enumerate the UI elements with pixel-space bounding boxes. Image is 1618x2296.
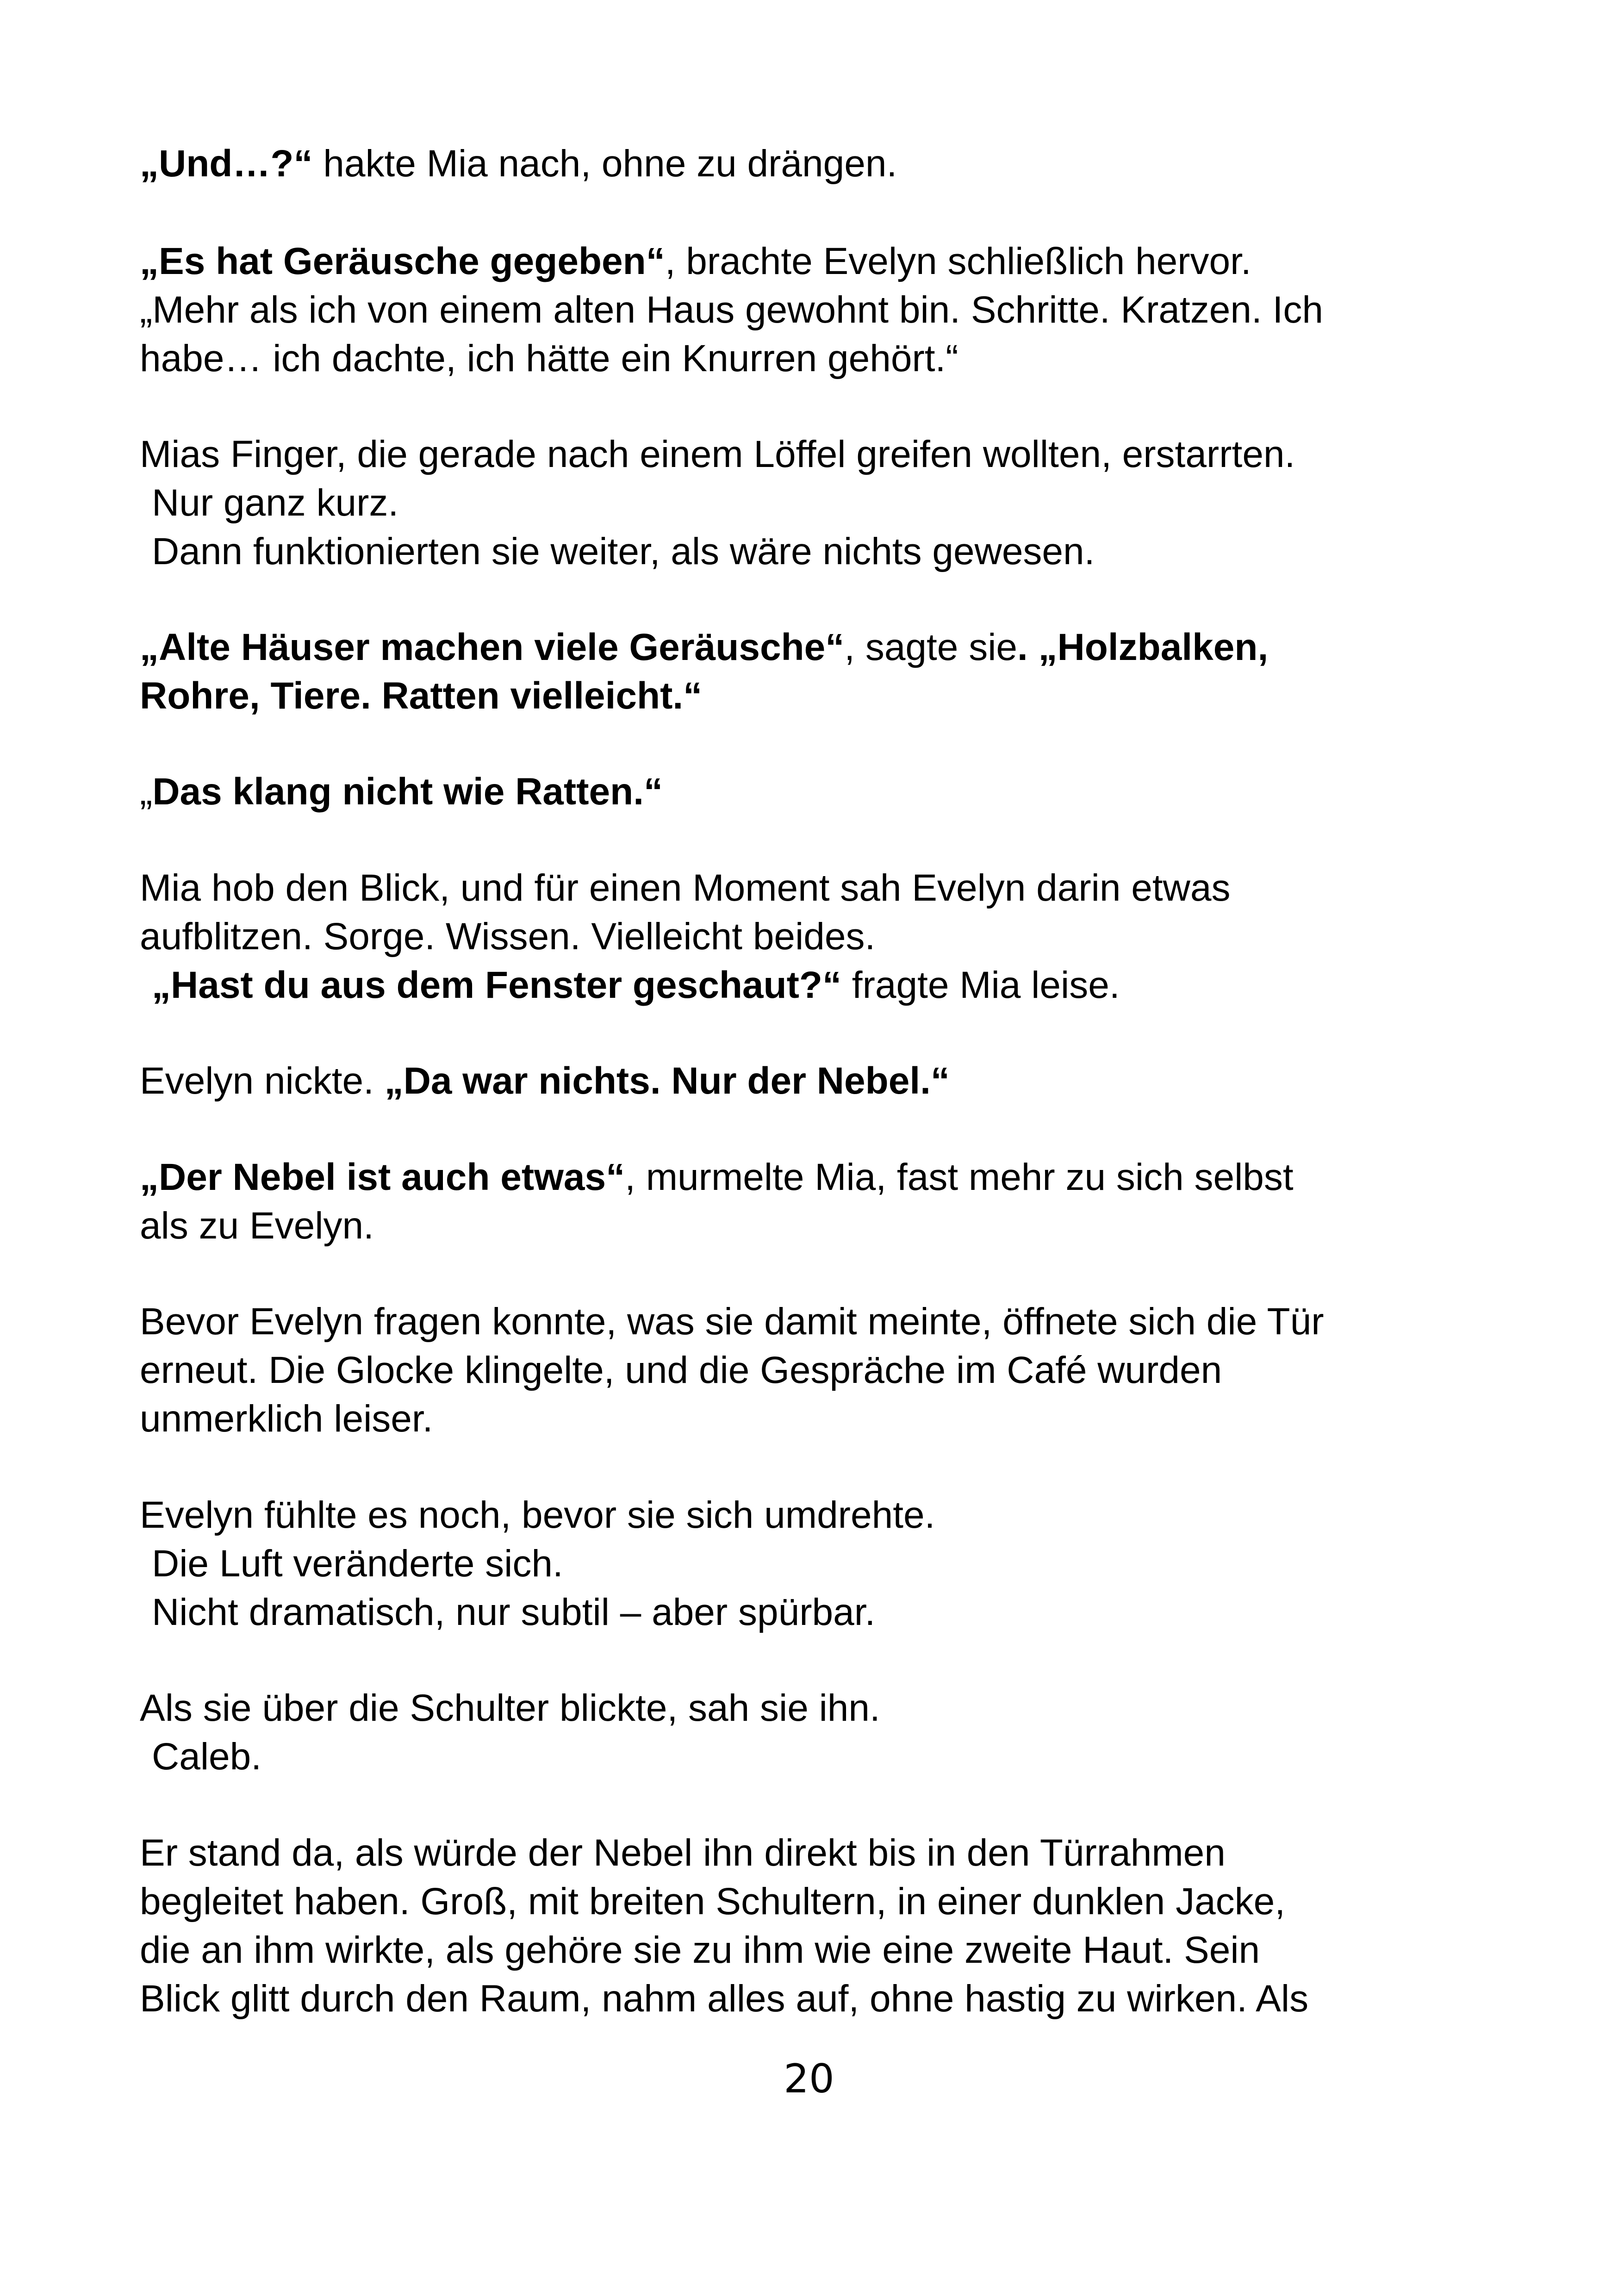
body-text: Blick glitt durch den Raum, nahm alles auf, ohne hastig zu wirken. Als — [140, 1978, 1309, 2020]
body-text: die an ihm wirkte, als gehöre sie zu ihm wie eine zweite Haut. Sein — [140, 1929, 1260, 1971]
text-line — [140, 1346, 1222, 1394]
text-line — [140, 286, 1323, 334]
text-line — [140, 672, 702, 720]
text-line — [152, 961, 1120, 1009]
bold-dialogue-text: „Da war nichts. Nur der Nebel.“ — [384, 1060, 950, 1102]
text-line — [140, 1491, 935, 1539]
body-text: Er stand da, als würde der Nebel ihn direkt bis in den Türrahmen — [140, 1832, 1226, 1874]
body-text: , murmelte Mia, fast mehr zu sich selbst — [625, 1156, 1294, 1198]
text-line — [140, 1684, 880, 1732]
bold-dialogue-text: Rohre, Tiere. Ratten vielleicht.“ — [140, 675, 703, 717]
page-number: 20 — [784, 2056, 834, 2102]
bold-dialogue-text: Das klang nicht wie Ratten.“ — [152, 771, 663, 813]
bold-dialogue-text: „Und…?“ — [140, 143, 313, 185]
text-line — [140, 237, 1251, 286]
text-line — [140, 430, 1295, 479]
text-line — [140, 1202, 374, 1250]
body-text: erneut. Die Glocke klingelte, und die Gespräche im Café wurden — [140, 1349, 1222, 1391]
text-line — [140, 335, 958, 383]
text-line — [140, 768, 663, 816]
text-line — [140, 1298, 1324, 1346]
bold-dialogue-text: „Alte Häuser machen viele Geräusche“ — [140, 626, 845, 668]
body-text: Mia hob den Blick, und für einen Moment sah Evelyn darin etwas — [140, 867, 1231, 909]
body-text: Evelyn fühlte es noch, bevor sie sich umdrehte. — [140, 1494, 935, 1536]
body-text: „Mehr als ich von einem alten Haus gewohnt bin. Schritte. Kratzen. Ich — [140, 289, 1323, 331]
text-line — [140, 864, 1231, 912]
body-text: Mias Finger, die gerade nach einem Löffel greifen wollten, erstarrten. — [140, 433, 1295, 475]
text-line — [140, 1395, 433, 1443]
body-text: unmerklich leiser. — [140, 1398, 433, 1440]
body-text: Nur ganz kurz. — [152, 482, 399, 524]
body-text: , brachte Evelyn schließlich hervor. — [665, 240, 1251, 282]
body-text: fragte Mia leise. — [841, 964, 1120, 1006]
body-text: , sagte sie — [844, 626, 1018, 668]
text-line — [152, 1733, 261, 1781]
body-text: hakte Mia nach, ohne zu drängen. — [312, 143, 897, 185]
bold-dialogue-text: . „Holzbalken, — [1017, 626, 1269, 668]
text-line — [140, 1926, 1260, 1974]
body-text: Die Luft veränderte sich. — [152, 1543, 563, 1585]
body-text: Evelyn nickte. — [140, 1060, 385, 1102]
text-line — [140, 623, 1268, 672]
body-text: begleitet haben. Groß, mit breiten Schultern, in einer dunklen Jacke, — [140, 1880, 1286, 1923]
bold-dialogue-text: „Der Nebel ist auch etwas“ — [140, 1156, 625, 1198]
body-text: habe… ich dachte, ich hätte ein Knurren gehört.“ — [140, 337, 958, 380]
body-text: Nicht dramatisch, nur subtil – aber spürbar. — [152, 1591, 876, 1633]
body-text: als zu Evelyn. — [140, 1205, 374, 1247]
body-text: Als sie über die Schulter blickte, sah sie ihn. — [140, 1687, 880, 1729]
body-text: Dann funktionierten sie weiter, als wäre nichts gewesen. — [152, 530, 1095, 572]
bold-dialogue-text: „Es hat Geräusche gegeben“ — [140, 240, 665, 282]
text-line — [140, 1829, 1226, 1877]
text-line — [152, 1588, 875, 1636]
body-text: Bevor Evelyn fragen konnte, was sie damit meinte, öffnete sich die Tür — [140, 1300, 1324, 1343]
body-text: Caleb. — [152, 1736, 262, 1778]
text-line — [152, 479, 398, 527]
text-line — [152, 528, 1095, 576]
text-line — [140, 1057, 950, 1105]
text-line — [140, 1975, 1308, 2023]
body-text: aufblitzen. Sorge. Wissen. Vielleicht beides. — [140, 915, 876, 958]
text-line — [152, 1540, 563, 1588]
bold-dialogue-text: „Hast du aus dem Fenster geschaut?“ — [152, 964, 842, 1006]
text-line — [140, 1878, 1285, 1926]
text-line — [140, 140, 897, 188]
text-line — [140, 913, 875, 961]
body-text: „ — [140, 771, 153, 813]
text-line — [140, 1153, 1294, 1201]
